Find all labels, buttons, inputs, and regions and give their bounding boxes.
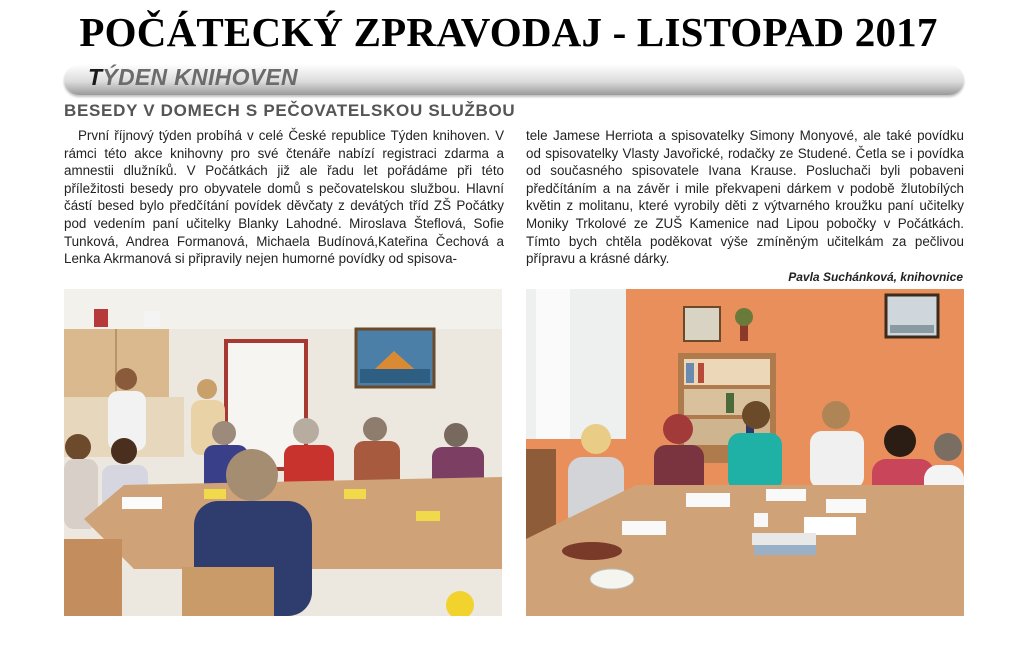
section-title — [88, 64, 298, 91]
article-column-left: První říjnový týden probíhá v celé České republice Týden knihoven. V rámci této akce knihovny pro své čtenáře nabízí registraci zdarma a amnestii dlužníků. V Počátkách již ale řadu let pořádáme při této příležitosti besedy pro obyvatele domů s pečovatelskou službou. Hlavní částí besed bylo předčítání povídek děvčaty z devátých tříd ZŠ Počátky pod vedením paní učitelky Blanky Lahodné. Miroslava Šteflová, Sofie Tunková, Andrea Formanová, Michaela Budínová,Kateřina Čechová a Lenka Akrmanová si připravily nejen humorné povídky od spisova- — [64, 128, 504, 267]
photo-reading-session-1 — [64, 289, 502, 616]
section-title-initial: T — [88, 64, 103, 90]
article-signature: Pavla Suchánková, knihovnice — [788, 270, 963, 284]
article-column-right: tele Jamese Herriota a spisovatelky Simony Monyové, ale také povídku od spisovatelky Vlasty Javořické, rodačky ze Studené. Četla se i povídka od současného spisovatele Ivana Krause. Posluchači byli pobaveni předčítáním a na závěr i mile překvapeni dárkem v podobě žlutobílých květin z molitanu, které vyrobily děti z výtvarného kroužku paní učitelky Moniky Trkolové ze ZUŠ Kamenice nad Lipou pobočky v Počátkách. Tímto bych chtěla poděkovat výše zmíněným učitelkám za pečlivou přípravu a krásné dárky. — [526, 128, 964, 267]
article-heading: BESEDY V DOMECH S PEČOVATELSKOU SLUŽBOU — [64, 101, 516, 120]
masthead-title: POČÁTECKÝ ZPRAVODAJ - LISTOPAD 2017 — [79, 9, 938, 55]
photo-reading-session-2 — [526, 289, 964, 616]
section-title-rest: ÝDEN KNIHOVEN — [102, 64, 298, 90]
